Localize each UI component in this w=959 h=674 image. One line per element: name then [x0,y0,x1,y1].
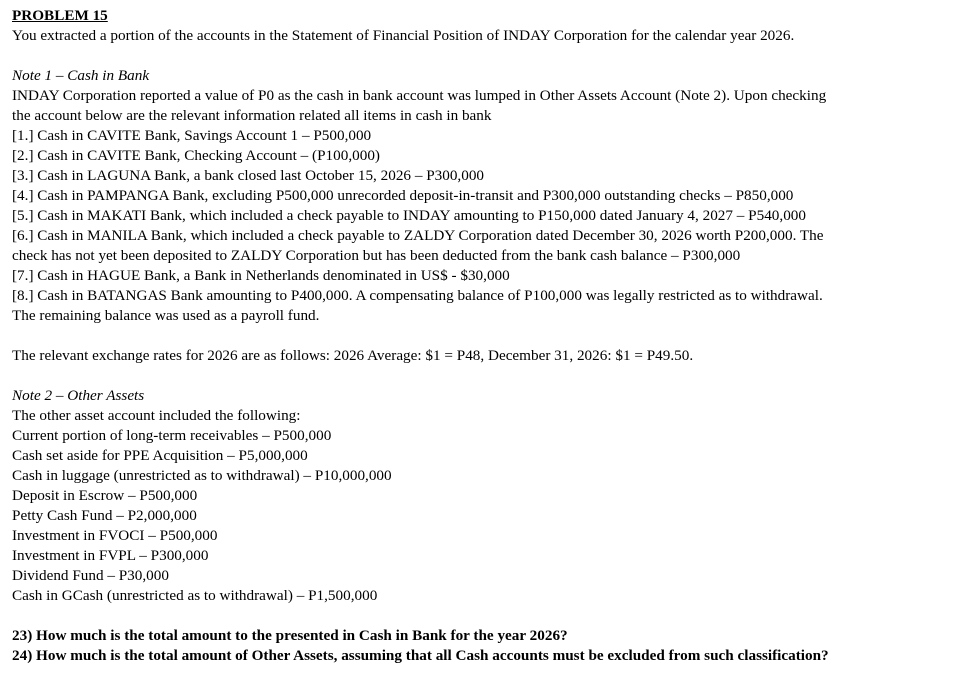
spacer [12,366,952,386]
note2-item: Petty Cash Fund – P2,000,000 [12,507,197,524]
note2-item: Current portion of long-term receivables – P500,000 [12,427,332,444]
note1-item: The remaining balance was used as a payroll fund. [12,307,320,324]
note2-item: Investment in FVOCI – P500,000 [12,527,218,544]
note1-heading: Note 1 – Cash in Bank [12,67,150,84]
note2-item: Cash set aside for PPE Acquisition – P5,000,000 [12,447,308,464]
spacer [12,46,952,66]
note2-item: Investment in FVPL – P300,000 [12,547,209,564]
note1-item: [3.] Cash in LAGUNA Bank, a bank closed last October 15, 2026 – P300,000 [12,167,485,184]
note2-heading: Note 2 – Other Assets [12,387,145,404]
note1-item: [4.] Cash in PAMPANGA Bank, excluding P500,000 unrecorded deposit-in-transit and P300,000 outstanding checks – P850,000 [12,187,794,204]
note1-item: [7.] Cash in HAGUE Bank, a Bank in Netherlands denominated in US$ - $30,000 [12,267,510,284]
note1-item: [2.] Cash in CAVITE Bank, Checking Account – (P100,000) [12,147,380,164]
problem-title: PROBLEM 15 [12,7,108,24]
problem-intro: You extracted a portion of the accounts in the Statement of Financial Position of INDAY Corporation for the calendar year 2026. [12,27,795,44]
note1-description-line1: INDAY Corporation reported a value of P0 as the cash in bank account was lumped in Other Assets Account (Note 2). Upon checking [12,87,827,104]
note1-item: check has not yet been deposited to ZALDY Corporation but has been deducted from the bank cash balance – P300,000 [12,247,741,264]
note1-item: [8.] Cash in BATANGAS Bank amounting to P400,000. A compensating balance of P100,000 was legally restricted as to withdrawal. [12,287,823,304]
note2-item: Deposit in Escrow – P500,000 [12,487,198,504]
spacer [12,606,952,626]
note1-item: [5.] Cash in MAKATI Bank, which included a check payable to INDAY amounting to P150,000 dated January 4, 2027 – P540,000 [12,207,806,224]
question-23: 23) How much is the total amount to the presented in Cash in Bank for the year 2026? [12,627,568,644]
note2-description: The other asset account included the following: [12,407,301,424]
question-24: 24) How much is the total amount of Other Assets, assuming that all Cash accounts must be excluded from such classification? [12,647,829,664]
note1-item: [6.] Cash in MANILA Bank, which included a check payable to ZALDY Corporation dated December 30, 2026 worth P200,000. The [12,227,824,244]
note2-item: Dividend Fund – P30,000 [12,567,169,584]
note1-description-line2: the account below are the relevant information related all items in cash in bank [12,107,492,124]
note2-item: Cash in GCash (unrestricted as to withdrawal) – P1,500,000 [12,587,378,604]
spacer [12,326,952,346]
note1-item: [1.] Cash in CAVITE Bank, Savings Account 1 – P500,000 [12,127,372,144]
exchange-rates-text: The relevant exchange rates for 2026 are as follows: 2026 Average: $1 = P48, December 31, 2026: $1 = P49.50. [12,347,694,364]
note2-item: Cash in luggage (unrestricted as to withdrawal) – P10,000,000 [12,467,392,484]
problem-document [12,6,952,666]
